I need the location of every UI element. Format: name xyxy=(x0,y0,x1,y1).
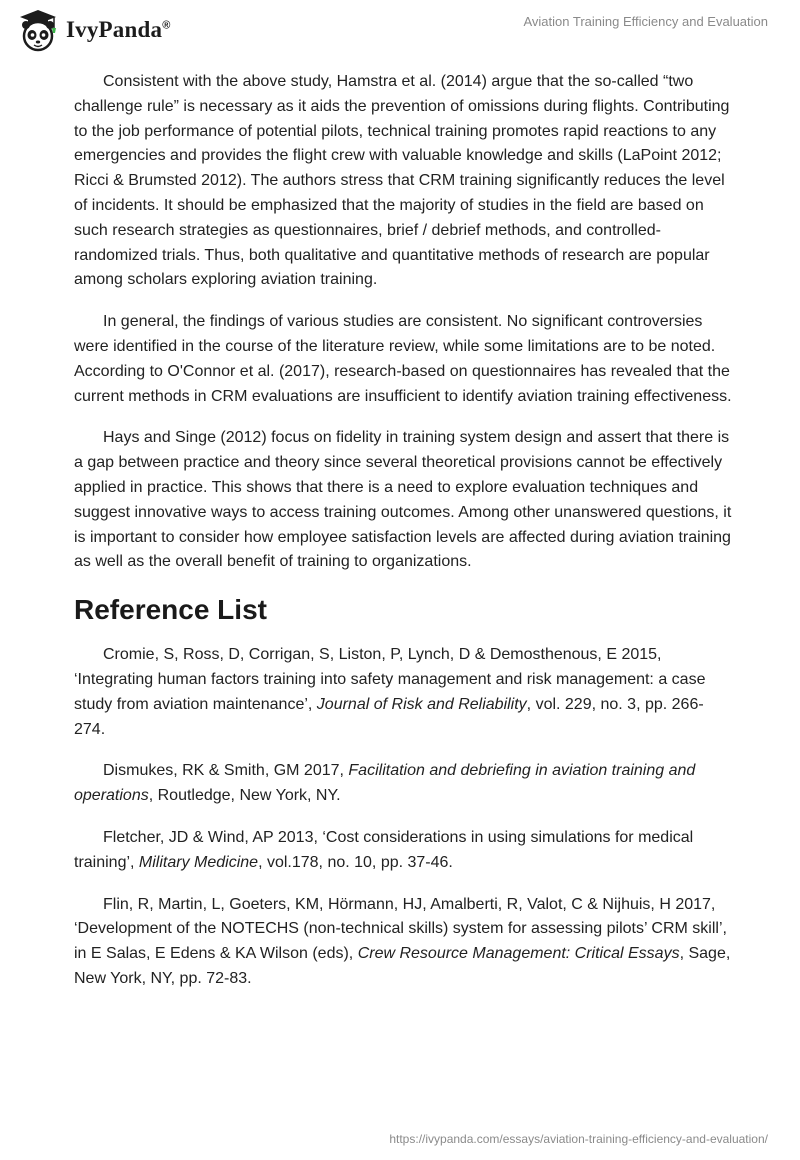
source-url-link[interactable]: https://ivypanda.com/essays/aviation-training-efficiency-and-evaluation/ xyxy=(389,1132,768,1146)
reference-text: Cromie, S, Ross, D, Corrigan, S, Liston, P, Lynch, D & Demosthenous, E 2015, ‘Integrating human factors training into safety management and risk management: a case study from aviation maintenance’, xyxy=(74,646,706,713)
page-header xyxy=(0,0,800,60)
reference-text: Fletcher, JD & Wind, AP 2013, ‘Cost considerations in using simulations for medical training’, xyxy=(74,828,694,871)
brand-name: IvyPanda® xyxy=(66,17,171,42)
reference-source: Journal of Risk and Reliability xyxy=(316,695,527,713)
reference-list-heading: Reference List xyxy=(74,594,267,626)
reference-details: , Routledge, New York, NY. xyxy=(148,787,341,805)
reference-source: Facilitation and debriefing in aviation training and operations xyxy=(74,762,696,805)
panda-graduate-icon xyxy=(16,8,60,52)
reference-source: Crew Resource Management: Critical Essays xyxy=(357,945,680,963)
reference-item xyxy=(74,893,734,992)
reference-source: Military Medicine xyxy=(138,853,259,871)
body-paragraph: In general, the findings of various studies are consistent. No significant controversies were identified in the course of the literature review, while some limitations are to be noted. According to O'Connor et al. (2017), research-based on questionnaires has revealed that the current methods in CRM evaluations are insufficient to identify aviation training effectiveness. xyxy=(74,313,732,405)
brand-logo[interactable] xyxy=(16,8,171,52)
reference-details: , vol. 229, no. 3, pp. 266-274. xyxy=(74,695,704,738)
essay-content xyxy=(74,70,734,1009)
body-paragraph: Hays and Singe (2012) focus on fidelity in training system design and assert that there is a gap between practice and theory since several theoretical provisions cannot be effectively applied in practice. This shows that there is a need to explore evaluation techniques and suggest innovative ways to access training outcomes. Among other unanswered questions, it is important to consider how employee satisfaction levels are affected during aviation training as well as the overall benefit of training to organizations. xyxy=(74,429,732,571)
reference-item xyxy=(74,759,734,809)
reference-text: Dismukes, RK & Smith, GM 2017, xyxy=(103,762,349,780)
reference-details: , vol.178, no. 10, pp. 37-46. xyxy=(258,853,453,871)
registered-mark: ® xyxy=(162,19,171,32)
document-title: Aviation Training Efficiency and Evaluation xyxy=(523,14,768,29)
body-paragraph: Consistent with the above study, Hamstra et al. (2014) argue that the so-called “two challenge rule” is necessary as it aids the prevention of omissions during flights. Contributing to the job performance of potential pilots, technical training promotes rapid reactions to any emergencies and provides the flight crew with valuable knowledge and skills (LaPoint 2012; Ricci & Brumsted 2012). The authors stress that CRM training significantly reduces the level of incidents. It should be emphasized that the majority of studies in the field are based on such research strategies as questionnaires, brief / debrief methods, and controlled-randomized trials. Thus, both qualitative and quantitative methods of research are popular among scholars exploring aviation training. xyxy=(74,73,730,289)
reference-text: Flin, R, Martin, L, Goeters, KM, Hörmann, HJ, Amalberti, R, Valot, C & Nijhuis, H 2017, ‘Development of the NOTECHS (non-technical skills) system for assessing pilots’ CRM skill’, in E Salas, E Edens & KA Wilson (eds), xyxy=(74,895,727,963)
reference-item xyxy=(74,643,734,742)
reference-details: , Sage, New York, NY, pp. 72-83. xyxy=(74,945,731,987)
reference-item xyxy=(74,826,734,876)
